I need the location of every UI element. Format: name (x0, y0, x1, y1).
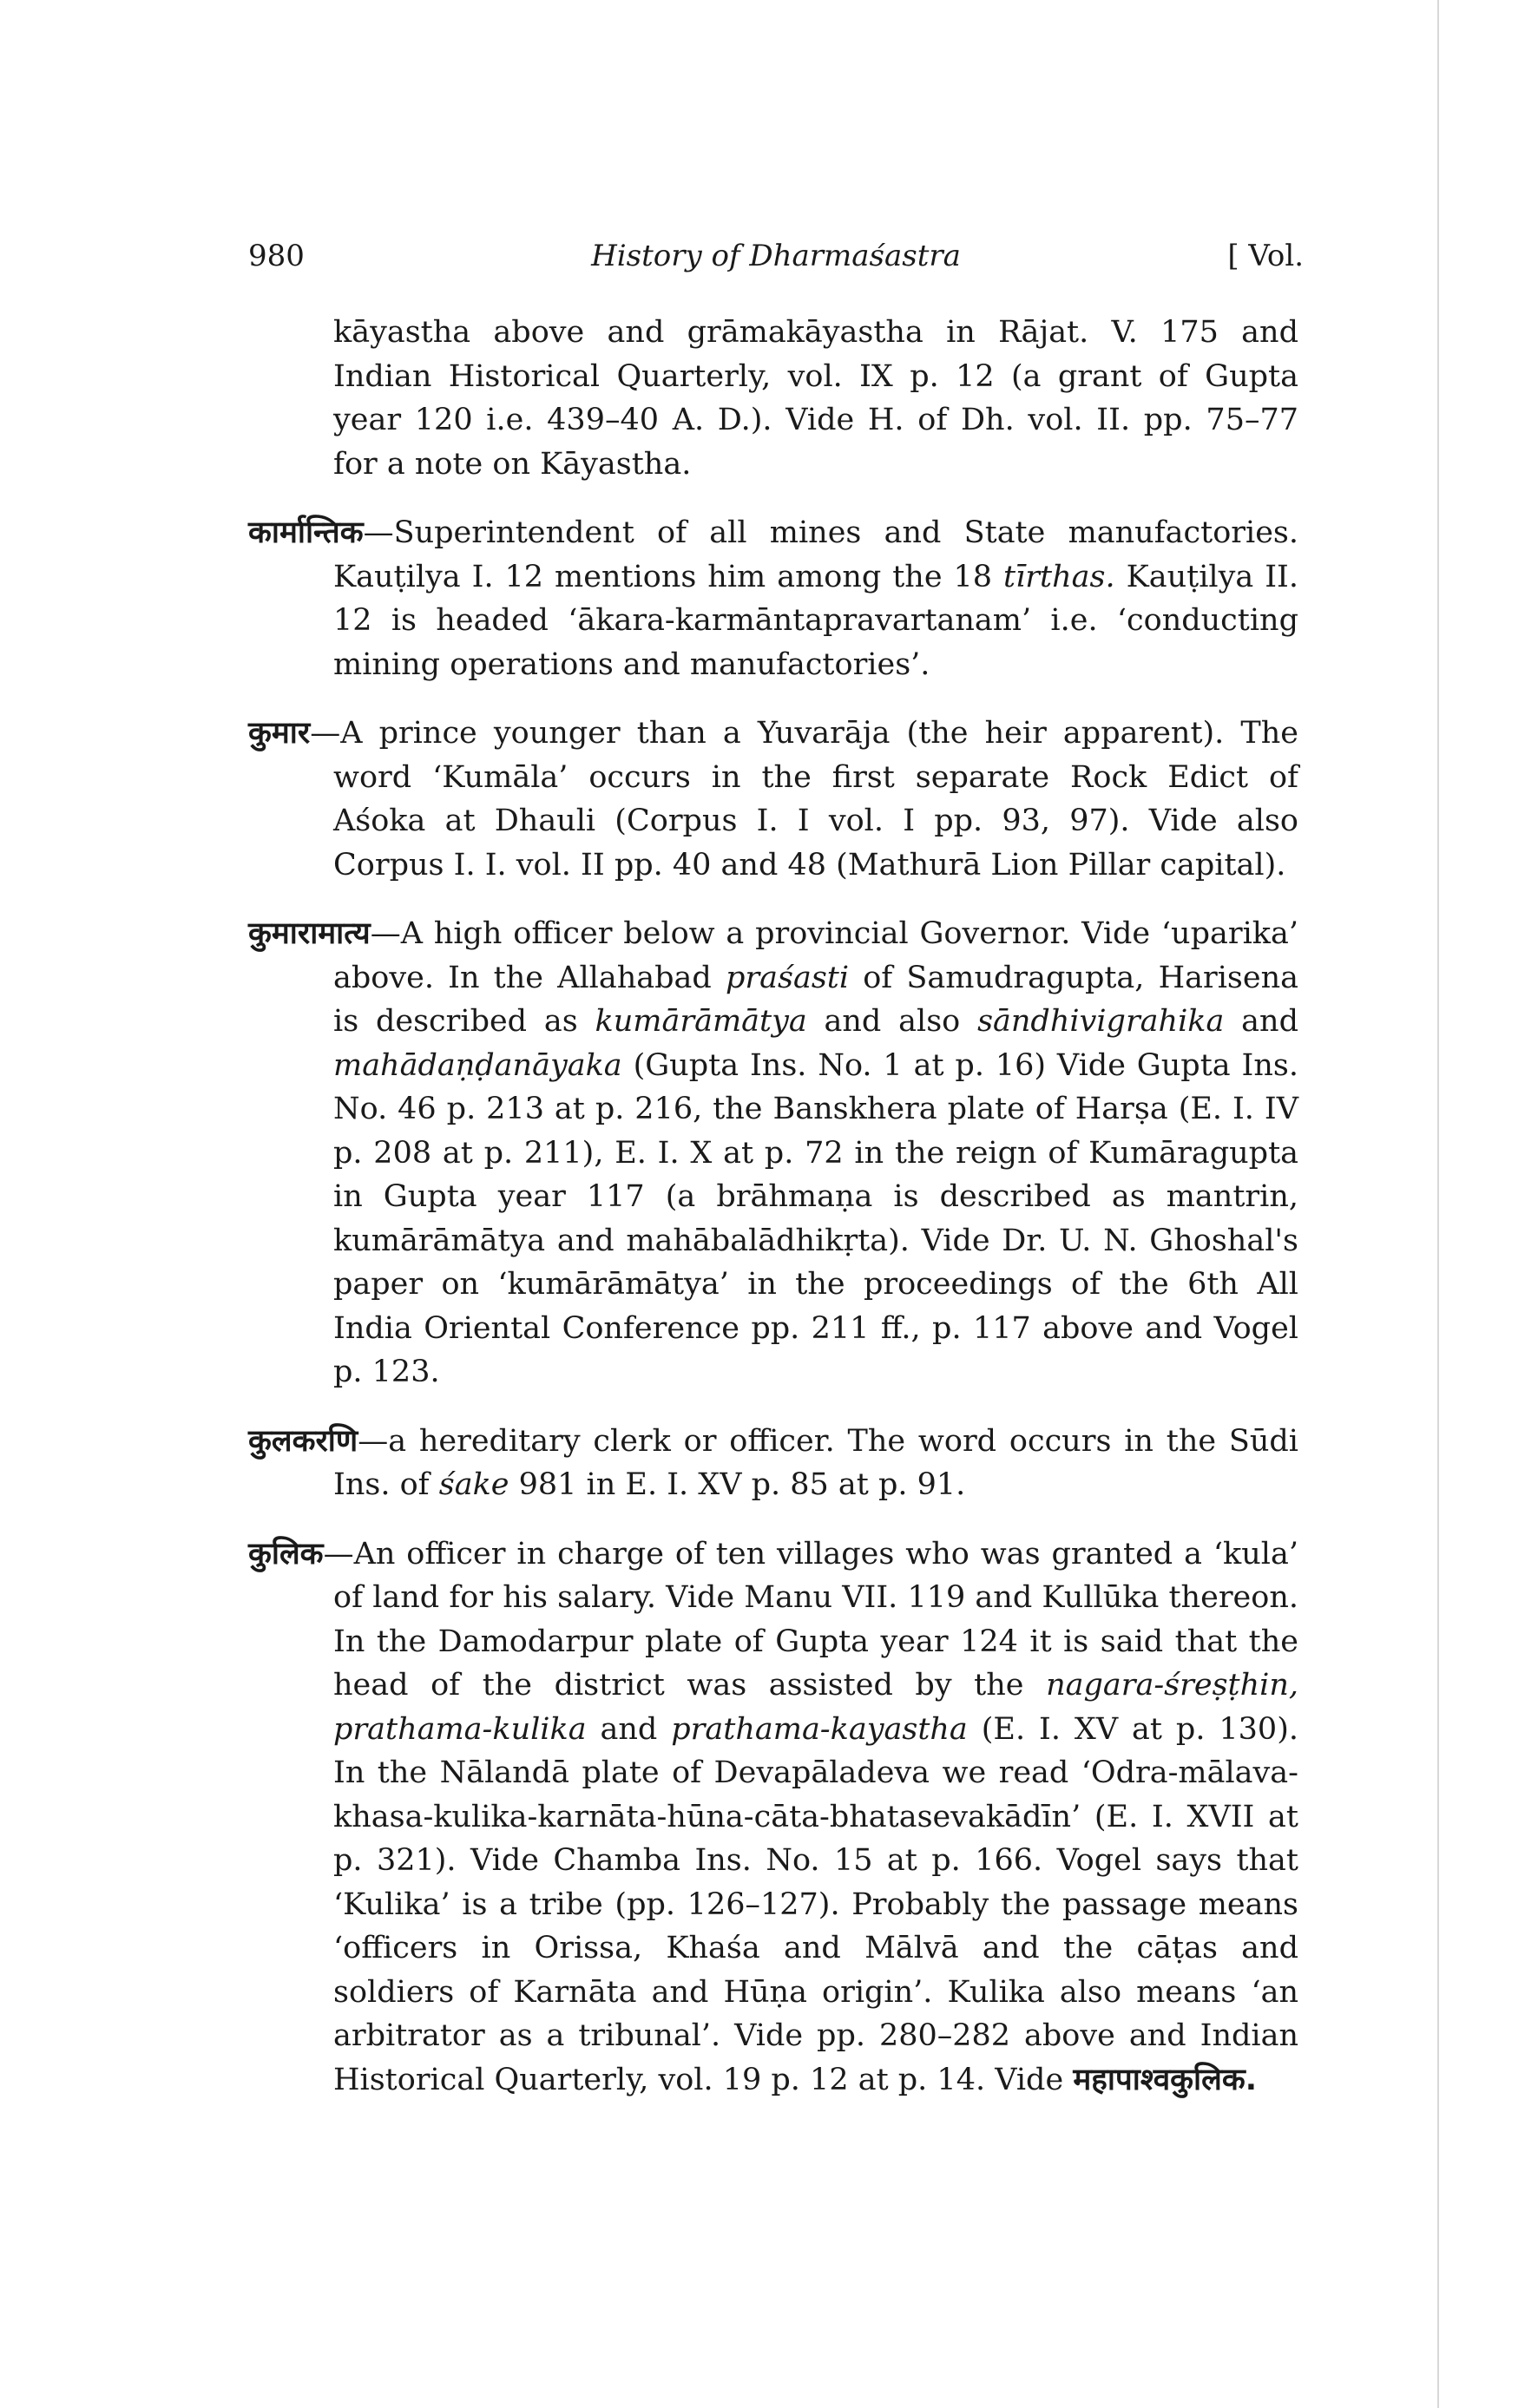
entry-text: (E. I. XV at p. 130). In the Nālandā plate of Devapāladeva we read ‘Odra-mālava-khasa-kulika-karnāta-hūna-cāta-bhatasevakādīn’ (E. I. XVII at p. 321). Vide Chamba Ins. No. 15 at p. 166. Vogel says that ‘Kulika’ is a tribe (pp. 126–127). Probably the passage means ‘officers in Orissa, Khaśa and Mālvā and the cāṭas and soldiers of Karnāta and Hūṇa origin’. Kulika also means ‘an arbitrator as a tribunal’. Vide pp. 280–282 above and Indian Historical Quarterly, vol. 19 p. 12 at p. 14. Vide (333, 1711, 1298, 2097)
main-text (248, 311, 1298, 2127)
entry-italic: sāndhivigrahika (977, 1004, 1225, 1039)
entry-headword: कुमार (248, 716, 311, 751)
entry-kulika (248, 1532, 1298, 2103)
page-header (248, 239, 1304, 282)
entry-kumaramatya (248, 912, 1298, 1394)
page-number: 980 (248, 239, 305, 273)
entry-text: (Gupta Ins. No. 1 at p. 16) Vide Gupta Ins. No. 46 p. 213 at p. 216, the Banskhera plate of Harṣa (E. I. IV p. 208 at p. 211), E. I. X at p. 72 in the reign of Kumāragupta in Gupta year 117 (a brāhmaṇa is described as mantrin, kumārāmātya and mahābalādhikṛta). Vide Dr. U. N. Ghoshal's paper on ‘kumārāmātya’ in the proceedings of the 6th All India Oriental Conference pp. 211 ff., p. 117 above and Vogel p. 123. (333, 1047, 1298, 1389)
paragraph-text: kāyastha above and grāmakāyastha in Rājat. V. 175 and Indian Historical Quarterly, vol. IX p. 12 (a grant of Gupta year 120 i.e. 439–40 A. D.). Vide H. of Dh. vol. II. pp. 75–77 for a note on Kāyastha. (333, 315, 1298, 482)
entry-italic: tīrthas. (1003, 559, 1115, 594)
entry-text: —a hereditary clerk or officer. The word occurs in the Sūdi Ins. of (333, 1423, 1298, 1502)
entry-italic: praśasti (725, 960, 850, 995)
entry-devanagari-ref: महापाश्वकुलिक. (1073, 2062, 1258, 2097)
volume-label: [ Vol. (1227, 239, 1304, 273)
entry-text: —An officer in charge of ten villages who was granted a ‘kula’ of land for his salary. Vide Manu VII. 119 and Kullūka thereon. In the Damodarpur plate of Gupta year 124 it is said that the head of the district was assisted by the (323, 1536, 1298, 1703)
entry-text: and (586, 1711, 672, 1747)
entry-italic: mahādaṇḍanāyaka (333, 1047, 622, 1083)
continued-paragraph (333, 311, 1298, 486)
entry-text: —Superintendent of all mines and State manufactories. Kauṭilya I. 12 mentions him among the 18 (333, 515, 1298, 594)
entry-italic: kumārāmātya (595, 1004, 807, 1039)
entry-text: of Samudragupta, Harisena is described as (333, 960, 1298, 1039)
entry-karmantika (248, 511, 1298, 686)
entry-italic: śake (438, 1467, 509, 1502)
entry-headword: कार्मान्तिक (248, 515, 364, 550)
entry-italic: prathama-kayastha (671, 1711, 968, 1747)
entry-text: —A prince younger than a Yuvarāja (the heir apparent). The word ‘Kumāla’ occurs in the first separate Rock Edict of Aśoka at Dhauli (Corpus I. I vol. I pp. 93, 97). Vide also Corpus I. I. vol. II pp. 40 and 48 (Mathurā Lion Pillar capital). (310, 716, 1298, 882)
entry-kulakarani (248, 1420, 1298, 1507)
entry-kumara (248, 712, 1298, 887)
entry-headword: कुलिक (248, 1536, 324, 1571)
entry-headword: कुलकरणि (248, 1423, 358, 1459)
entry-text: —A high officer below a provincial Governor. Vide ‘uparika’ above. In the Allahabad (333, 916, 1298, 995)
page-edge-line (1437, 0, 1439, 2408)
entry-text: and (1224, 1004, 1298, 1039)
running-title: History of Dharmaśastra (591, 239, 961, 273)
entry-text: Kauṭilya II. 12 is headed ‘ākara-karmāntapravartanam’ i.e. ‘conducting mining operations and manufactories’. (333, 559, 1298, 682)
entry-text: and also (806, 1004, 978, 1039)
entry-italic: nagara-śreṣṭhin, prathama-kulika (333, 1668, 1298, 1747)
entry-text: 981 in E. I. XV p. 85 at p. 91. (509, 1467, 966, 1502)
entry-headword: कुमारामात्य (248, 916, 371, 951)
